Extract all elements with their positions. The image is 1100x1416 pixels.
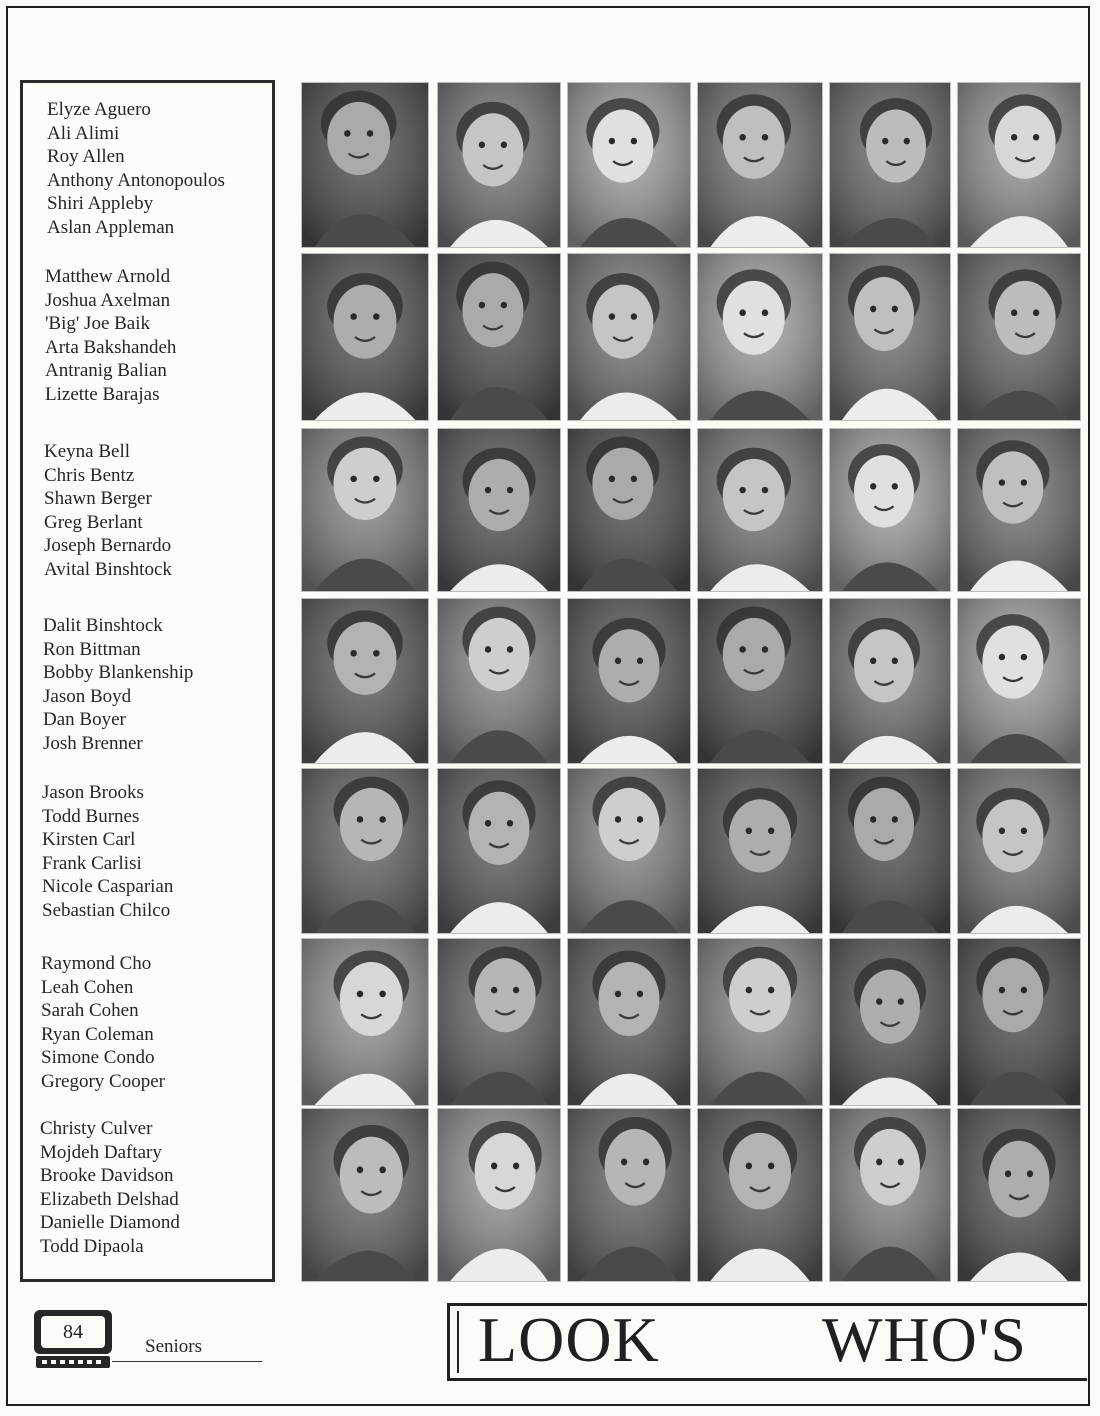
student-name: Elyze Aguero	[47, 99, 151, 120]
student-name: Chris Bentz	[44, 464, 135, 486]
baby-photo	[957, 768, 1081, 934]
baby-photo	[697, 598, 823, 764]
section-rule	[112, 1361, 262, 1362]
name-group	[44, 440, 172, 582]
baby-photo	[437, 938, 561, 1106]
student-name: Ryan Coleman	[41, 1023, 154, 1045]
baby-photo	[301, 253, 429, 421]
page-number-tv-icon	[34, 1310, 112, 1368]
baby-photo	[301, 768, 429, 934]
baby-photo	[567, 428, 691, 592]
page-number: 84	[41, 1316, 105, 1348]
baby-photo	[567, 598, 691, 764]
student-name: Roy Allen	[47, 146, 125, 168]
student-name: Josh Brenner	[43, 732, 143, 754]
baby-photo	[957, 938, 1081, 1106]
student-name: Christy Culver	[40, 1118, 153, 1139]
baby-photo	[301, 598, 429, 764]
baby-photo	[567, 938, 691, 1106]
student-name: Dalit Binshtock	[43, 615, 163, 636]
student-name: Ali Alimi	[47, 122, 120, 144]
student-name: Avital Binshtock	[44, 558, 172, 580]
tv-screen	[34, 1310, 112, 1354]
student-name: Joseph Bernardo	[44, 535, 172, 557]
student-name: Frank Carlisi	[42, 852, 142, 874]
student-name: Joshua Axelman	[45, 289, 171, 311]
name-group	[42, 781, 173, 923]
title-word-look: LOOK	[478, 1304, 660, 1375]
baby-photo	[301, 1108, 429, 1282]
baby-photo	[567, 768, 691, 934]
name-group	[45, 265, 176, 407]
student-name: Arta Bakshandeh	[45, 336, 177, 358]
tv-base	[36, 1356, 110, 1368]
student-name: Dan Boyer	[43, 709, 126, 731]
name-group	[41, 952, 165, 1094]
student-name: Brooke Davidson	[40, 1165, 174, 1187]
baby-photo	[829, 768, 951, 934]
student-name: Todd Dipaola	[40, 1235, 144, 1257]
student-name: 'Big' Joe Baik	[45, 313, 151, 335]
baby-photo	[829, 253, 951, 421]
student-name: Greg Berlant	[44, 511, 143, 533]
baby-photo	[437, 82, 561, 248]
baby-photo	[957, 82, 1081, 248]
baby-photo	[301, 428, 429, 592]
baby-photo	[301, 938, 429, 1106]
student-name: Todd Burnes	[42, 805, 140, 827]
baby-photo	[957, 1108, 1081, 1282]
student-name: Sebastian Chilco	[42, 899, 171, 921]
baby-photo	[697, 82, 823, 248]
student-name: Nicole Casparian	[42, 876, 174, 898]
baby-photo	[829, 938, 951, 1106]
baby-photo	[567, 82, 691, 248]
student-name: Shiri Appleby	[47, 193, 154, 215]
student-name: Shawn Berger	[44, 488, 152, 510]
baby-photo	[957, 598, 1081, 764]
student-name: Keyna Bell	[44, 441, 131, 462]
baby-photo	[437, 768, 561, 934]
baby-photo	[829, 82, 951, 248]
student-name: Raymond Cho	[41, 953, 152, 974]
student-name: Antranig Balian	[45, 360, 167, 382]
baby-photo	[437, 253, 561, 421]
baby-photo	[567, 1108, 691, 1282]
student-name: Bobby Blankenship	[43, 662, 194, 684]
name-group	[40, 1117, 180, 1259]
baby-photo-grid	[295, 78, 1085, 1284]
student-name: Leah Cohen	[41, 976, 134, 998]
name-group	[47, 98, 225, 240]
student-name: Lizette Barajas	[45, 383, 160, 405]
baby-photo	[567, 253, 691, 421]
student-name: Sarah Cohen	[41, 1000, 139, 1022]
baby-photo	[437, 598, 561, 764]
name-group	[43, 614, 193, 756]
student-name: Ron Bittman	[43, 638, 141, 660]
baby-photo	[697, 428, 823, 592]
student-name: Jason Boyd	[43, 685, 132, 707]
baby-photo	[697, 768, 823, 934]
student-name: Aslan Appleman	[47, 216, 175, 238]
section-label: Seniors	[145, 1336, 202, 1357]
baby-photo	[697, 1108, 823, 1282]
baby-photo	[697, 253, 823, 421]
student-name: Gregory Cooper	[41, 1070, 165, 1092]
student-name: Jason Brooks	[42, 782, 144, 803]
baby-photo	[437, 428, 561, 592]
baby-photo	[301, 82, 429, 248]
student-name: Kirsten Carl	[42, 829, 136, 851]
student-name: Elizabeth Delshad	[40, 1188, 179, 1210]
student-name: Matthew Arnold	[45, 266, 171, 287]
title-word-whos: WHO'S	[822, 1304, 1027, 1375]
baby-photo	[957, 428, 1081, 592]
baby-photo	[829, 428, 951, 592]
baby-photo	[829, 1108, 951, 1282]
baby-photo	[829, 598, 951, 764]
student-name: Mojdeh Daftary	[40, 1141, 162, 1163]
student-name: Anthony Antonopoulos	[47, 169, 225, 191]
student-name: Simone Condo	[41, 1047, 155, 1069]
baby-photo	[957, 253, 1081, 421]
baby-photo	[697, 938, 823, 1106]
student-name: Danielle Diamond	[40, 1212, 180, 1234]
baby-photo	[437, 1108, 561, 1282]
